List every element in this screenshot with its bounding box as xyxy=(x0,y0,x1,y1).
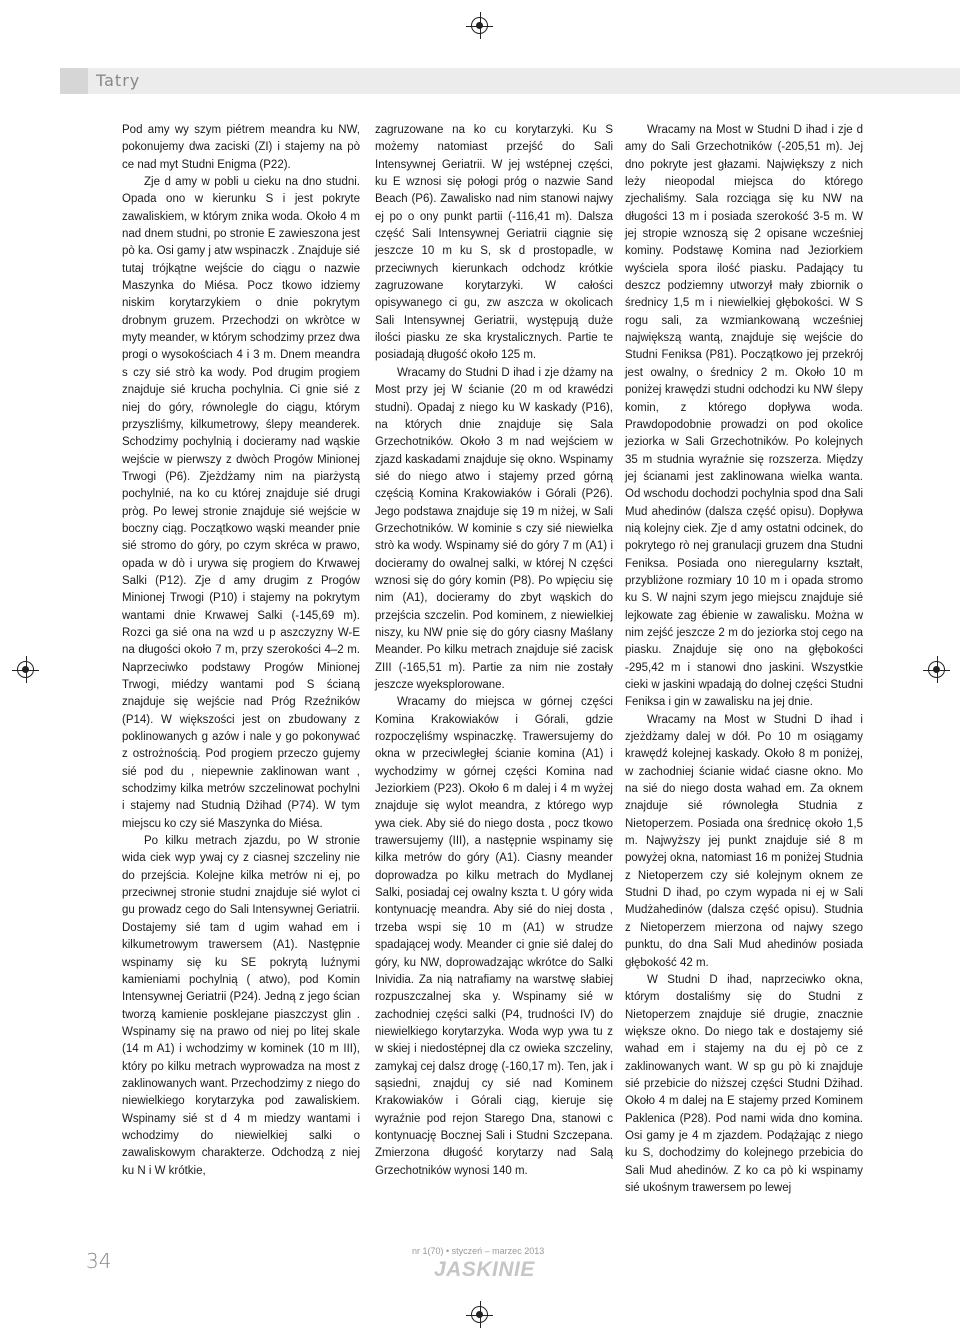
text-column-1 xyxy=(122,122,360,1180)
registration-mark-right xyxy=(928,661,945,678)
paragraph: zagruzowane na ko cu korytarzyki. Ku S możemy natomiast przejść do Sali Intensywnej Geriatrii. W jej wstépnej części, ku E wznosi się połogi próg o nazwie Sand Beach (P6). Zawalisko nad nim stanowi najwy ej po o ony punkt partii (-116,41 m). Dalsza część Sali Intensywnej Geriatrii ciągnie się jeszcze 10 m ku S, sk d prostopadle, w przeciwnych kierunkach odchodz krótkie zagruzowane korytarzyki. W całości opisywanego ci gu, zw aszcza w okolicach Sali Intensywnej Geriatrii, występują duże ilości piasku ze ska krystalicznych. Partie te posiadają długość około 125 m. xyxy=(375,124,613,362)
registration-mark-bottom xyxy=(471,1306,488,1323)
paragraph: Zje d amy w pobli u cieku na dno studni. Opada ono w kierunku S i jest pokryte zawaliskiem, w którym znika woda. Około 4 m nad dnem studni, po stronie E zawieszona jest pò ka. Osi gamy j atw wspinaczk . Znajduje sié tutaj trójkątne wejście do ciągu o nazwie Maszynka do Miésa. Pocz tkowo idziemy niskim korytarzykiem o dnie pokrytym drobnym gruzem. Przechodzi on wkròtce w myty meander, w którym schodzimy przez dwa progi o wysokościach 4 i 3 m. Dnem meandra s czy sié strò ka wody. Pod drugim progiem znajduje sié krucha pochylnia. Ci gnie sié z niej do góry, równolegle do ciągu, którym przyszliśmy, kilkumetrowy, ślepy meanderek. Schodzimy pochylnią i docieramy nad wąskie wejście w pierwszy z dwòch Progów Minionej Trwogi (P6). Zjeżdżamy nim na piarżystą pochylnié, na ko cu której znajduje sié drugi pròg. Po lewej stronie znajduje sié wejście w boczny ciąg. Początkowo wąski meander pnie sié stromo do góry, po czym skréca w prawo, opada w dò i urywa się progiem do Krwawej Salki (P12). Zje d amy drugim z Progów Minionej Trwogi (P10) i stajemy na pokrytym wantami dnie Krwawej Salki (-145,69 m). Rozci ga sié ona na wzd u p aszczyzny W-E na długości około 7 m, przy szerokości 4–2 m. Naprzeciwko podstawy Progów Minionej Trwogi, miédzy wantami pod S ścianą znajduje się wejście nad Próg Rzeźników (P14). W większości jest on zbudowany z poklinowanych g azów i nale y go pokonywać z ostrożnością. Pod progiem przeczo gujemy sié pod du , niepewnie zaklinowan want , schodzimy kilka metrów szczelinowat pochylni i stajemy nad Studnią Dżihad (P74). W tym miejscu ko czy sié Maszynka do Miésa. xyxy=(122,176,360,830)
text-column-2 xyxy=(375,122,613,1180)
paragraph: W Studni D ihad, naprzeciwko okna, którym dostaliśmy się do Studni z Nietoperzem znajduje sié drugie, znacznie większe okno. Do niego tak e dostajemy sié wahad em i stajemy na du ej pò ce z zaklinowanych want. W sp gu pò ki znajduje sié przebicie do niższej części Studni Dżihad. Około 4 m dalej na E stajemy przed Kominem Paklenica (P28). Pod nami wida dno komina. Osi gamy je 4 m zjazdem. Podążając z niego ku S, dochodzimy do kolejnego przebicia do Sali Mud ahedinów. Z ko ca pò ki wspinamy sié ukośnym trawersem po lewej xyxy=(625,973,863,1194)
header-tab xyxy=(60,68,88,94)
header-band xyxy=(60,68,960,94)
registration-mark-top xyxy=(471,17,488,34)
paragraph: Wracamy do miejsca w górnej części Komina Krakowiaków i Górali, gdzie rozpoczęliśmy wspinaczkę. Trawersujemy do okna w przeciwległej ścianie komina (A1) i wychodzimy w górnej części Komina nad Jeziorkiem (P23). Około 6 m dalej i 4 m wyżej znajduje się wylot meandra, z którego wyp ywa ciek. Aby sié do niego dosta , pocz tkowo trawersujemy (III), a następnie wspinamy się kilka metrów do góry (A1). Ciasny meander doprowadza po kilku metrach do Mydlanej Salki, posiadaj cej owalny kszta t. U góry wida kontynuację meandra. Aby sié do niej dosta , trzeba wspi się 10 m (A1) w strudze spadającej wody. Meander ci gnie sié dalej do góry, ku NW, doprowadzając wkrótce do Salki Inividia. Za nią natrafiamy na warstwę słabiej rozpuszczalnej ska y. Wspinamy sié w zachodniej części salki (P4, trudności IV) do niewielkiego korytarzyka. Woda wyp ywa tu z w skiej i niedostépnej dla cz owieka szczeliny, zamykaj cej dalsz drogę (-160,17 m). Ten, jak i sąsiedni, znajduj cy sié nad Kominem Krakowiaków i Górali ciąg, kieruje się wyraźnie pod rejon Starego Dna, stanowi c kontynuację Bocznej Sali i Studni Szczepana. Zmierzona długość korytarzy nad Salą Grzechotników wynosi 140 m. xyxy=(375,696,613,1177)
paragraph: Pod amy wy szym piétrem meandra ku NW, pokonujemy dwa zaciski (ZI) i stajemy na pò ce nad myt Studni Enigma (P22). xyxy=(122,124,360,171)
section-title: Tatry xyxy=(96,71,141,90)
paragraph: Po kilku metrach zjazdu, po W stronie wida ciek wyp ywaj cy z ciasnej szczeliny nie do przejścia. Kolejne kilka metrów ni ej, po przeciwnej stronie studni znajduje sié wylot ci gu prowadz cego do Sali Intensywnej Geriatrii. Dostajemy sié tam d ugim wahad em i kilkumetrowym trawersem (A1). Następnie wspinamy się ku SE pokrytą luźnymi kamieniami pochylnią ( atwo), pod Komin Intensywnej Geriatrii (P24). Jedną z jego ścian tworzą kamienie posklejane piaszczyst glin . Wspinamy się na prawo od niej po litej skale (14 m A1) i wchodzimy w kominek (10 m III), który po kilku metrach wyprowadza na most z zaklinowanych want. Przechodzimy z niego do niewielkiego korytarzyka pod zawaliskiem. Wspinamy sié st d 4 m miedzy wantami i wchodzimy do niewielkiej salki o zawaliskowym charakterze. Odchodzą z niej ku N i W krótkie, xyxy=(122,835,360,1177)
issue-label: nr 1(70) • styczeń – marzec 2013 xyxy=(412,1246,545,1256)
paragraph: Wracamy na Most w Studni D ihad i zje d amy do Sali Grzechotników (-205,51 m). Jej dno pokryte jest głazami. Największy z nich leży nieopodal miejsca do którego zjechaliśmy. Sala rozciąga się ku NW na długości 13 m i posiada szerokość 3-5 m. W jej stropie wznoszą się 2 opisane wcześniej kominy. Podstawę Komina nad Jeziorkiem wyściela spora ilość piasku. Padający tu deszcz podziemny utworzył mały zbiornik o średnicy 1,5 m i niewielkiej głębokości. W S rogu sali, za wzmiankowaną wcześniej największą wantą, znajduje się wejście do Studni Feniksa (P81). Początkowo jej przekrój jest owalny, o średnicy 2 m. Około 10 m poniżej krawędzi studni odchodzi ku NW ślepy komin, z którego dopływa woda. Prawdopodobnie prowadzi on pod okolice jeziorka w Sali Grzechotników. Po kolejnych 35 m studnia wyraźnie się rozszerza. Między jej ścianami jest zaklinowana wielka wanta. Od wschodu dochodzi pochylnia spod dna Sali Mud ahedinów (dalsza część opisu). Dopływa nią kolejny ciek. Zje d amy ostatni odcinek, do pokrytego rò nej granulacji gruzem dna Studni Feniksa. Posiada ono nieregularny kształt, przybliżone rozmiary 10 10 m i opada stromo ku S. W najni szym jego miejscu znajduje sié lejkowate zag ébienie w zawalisku. Można w nim zejść jeszcze 2 m do jeziorka stoj cego na piasku. Znajduje się ono na głębokości -295,42 m i stanowi dno jaskini. Wszystkie cieki w jaskini wpadają do dolnej części Studni Feniksa i gin w zawalisku na jej dnie. xyxy=(625,124,863,709)
paragraph: Wracamy do Studni D ihad i zje dżamy na Most przy jej W ścianie (20 m od krawédzi studni). Opadaj z niego ku W kaskady (P16), na których dnie znajduje się Sala Grzechotników. Około 3 m nad wejściem w zjazd kaskadami znajduje się okno. Wspinamy sié do niego atwo i stajemy przed górną częścią Komina Krakowiaków i Górali (P26). Jego podstawa znajduje się 19 m niżej, w Sali Grzechotników. W kominie s czy sié niewielka strò ka wody. Wspinamy sié do góry 7 m (A1) i docieramy do owalnej salki, w której N części wznosi się do góry komin (P8). Po wpięciu się nim (A1), docieramy do zbyt wąskich do przejścia szczelin. Pod kominem, z niewielkiej niszy, ku NW pnie się do góry ciasny Maślany Meander. Po kilku metrach znajduje sié zacisk ZIII (-165,51 m). Partie za nim nie zostały jeszcze wyeksplorowane. xyxy=(375,366,613,691)
magazine-logo: JASKINIE xyxy=(434,1258,535,1281)
page-number: 34 xyxy=(86,1249,112,1273)
paragraph: Wracamy na Most w Studni D ihad i zjeżdżamy dalej w dół. Po 10 m osiągamy krawędź kolejnej kaskady. Około 8 m poniżej, w zachodniej ścianie widać ciasne okno. Mo na sié do niego dosta wahad em. Za oknem znajduje sié równoległa Studnia z Nietoperzem. Posiada ona średnicę około 1,5 m. Najwyższy jej punkt znajduje sié 8 m powyżej okna, natomiast 16 m poniżej Studnia z Nietoperzem czy sié kolejnym oknem ze Studni D ihad, po czym wypada ni ej w Sali Mudżahedinów (dalsza część opisu). Studnia z Nietoperzem mierzona od najwy szego punktu, do dna Sali Mud ahedinów posiada głębokość 42 m. xyxy=(625,713,863,969)
registration-mark-left xyxy=(17,661,34,678)
text-column-3 xyxy=(625,122,863,1197)
